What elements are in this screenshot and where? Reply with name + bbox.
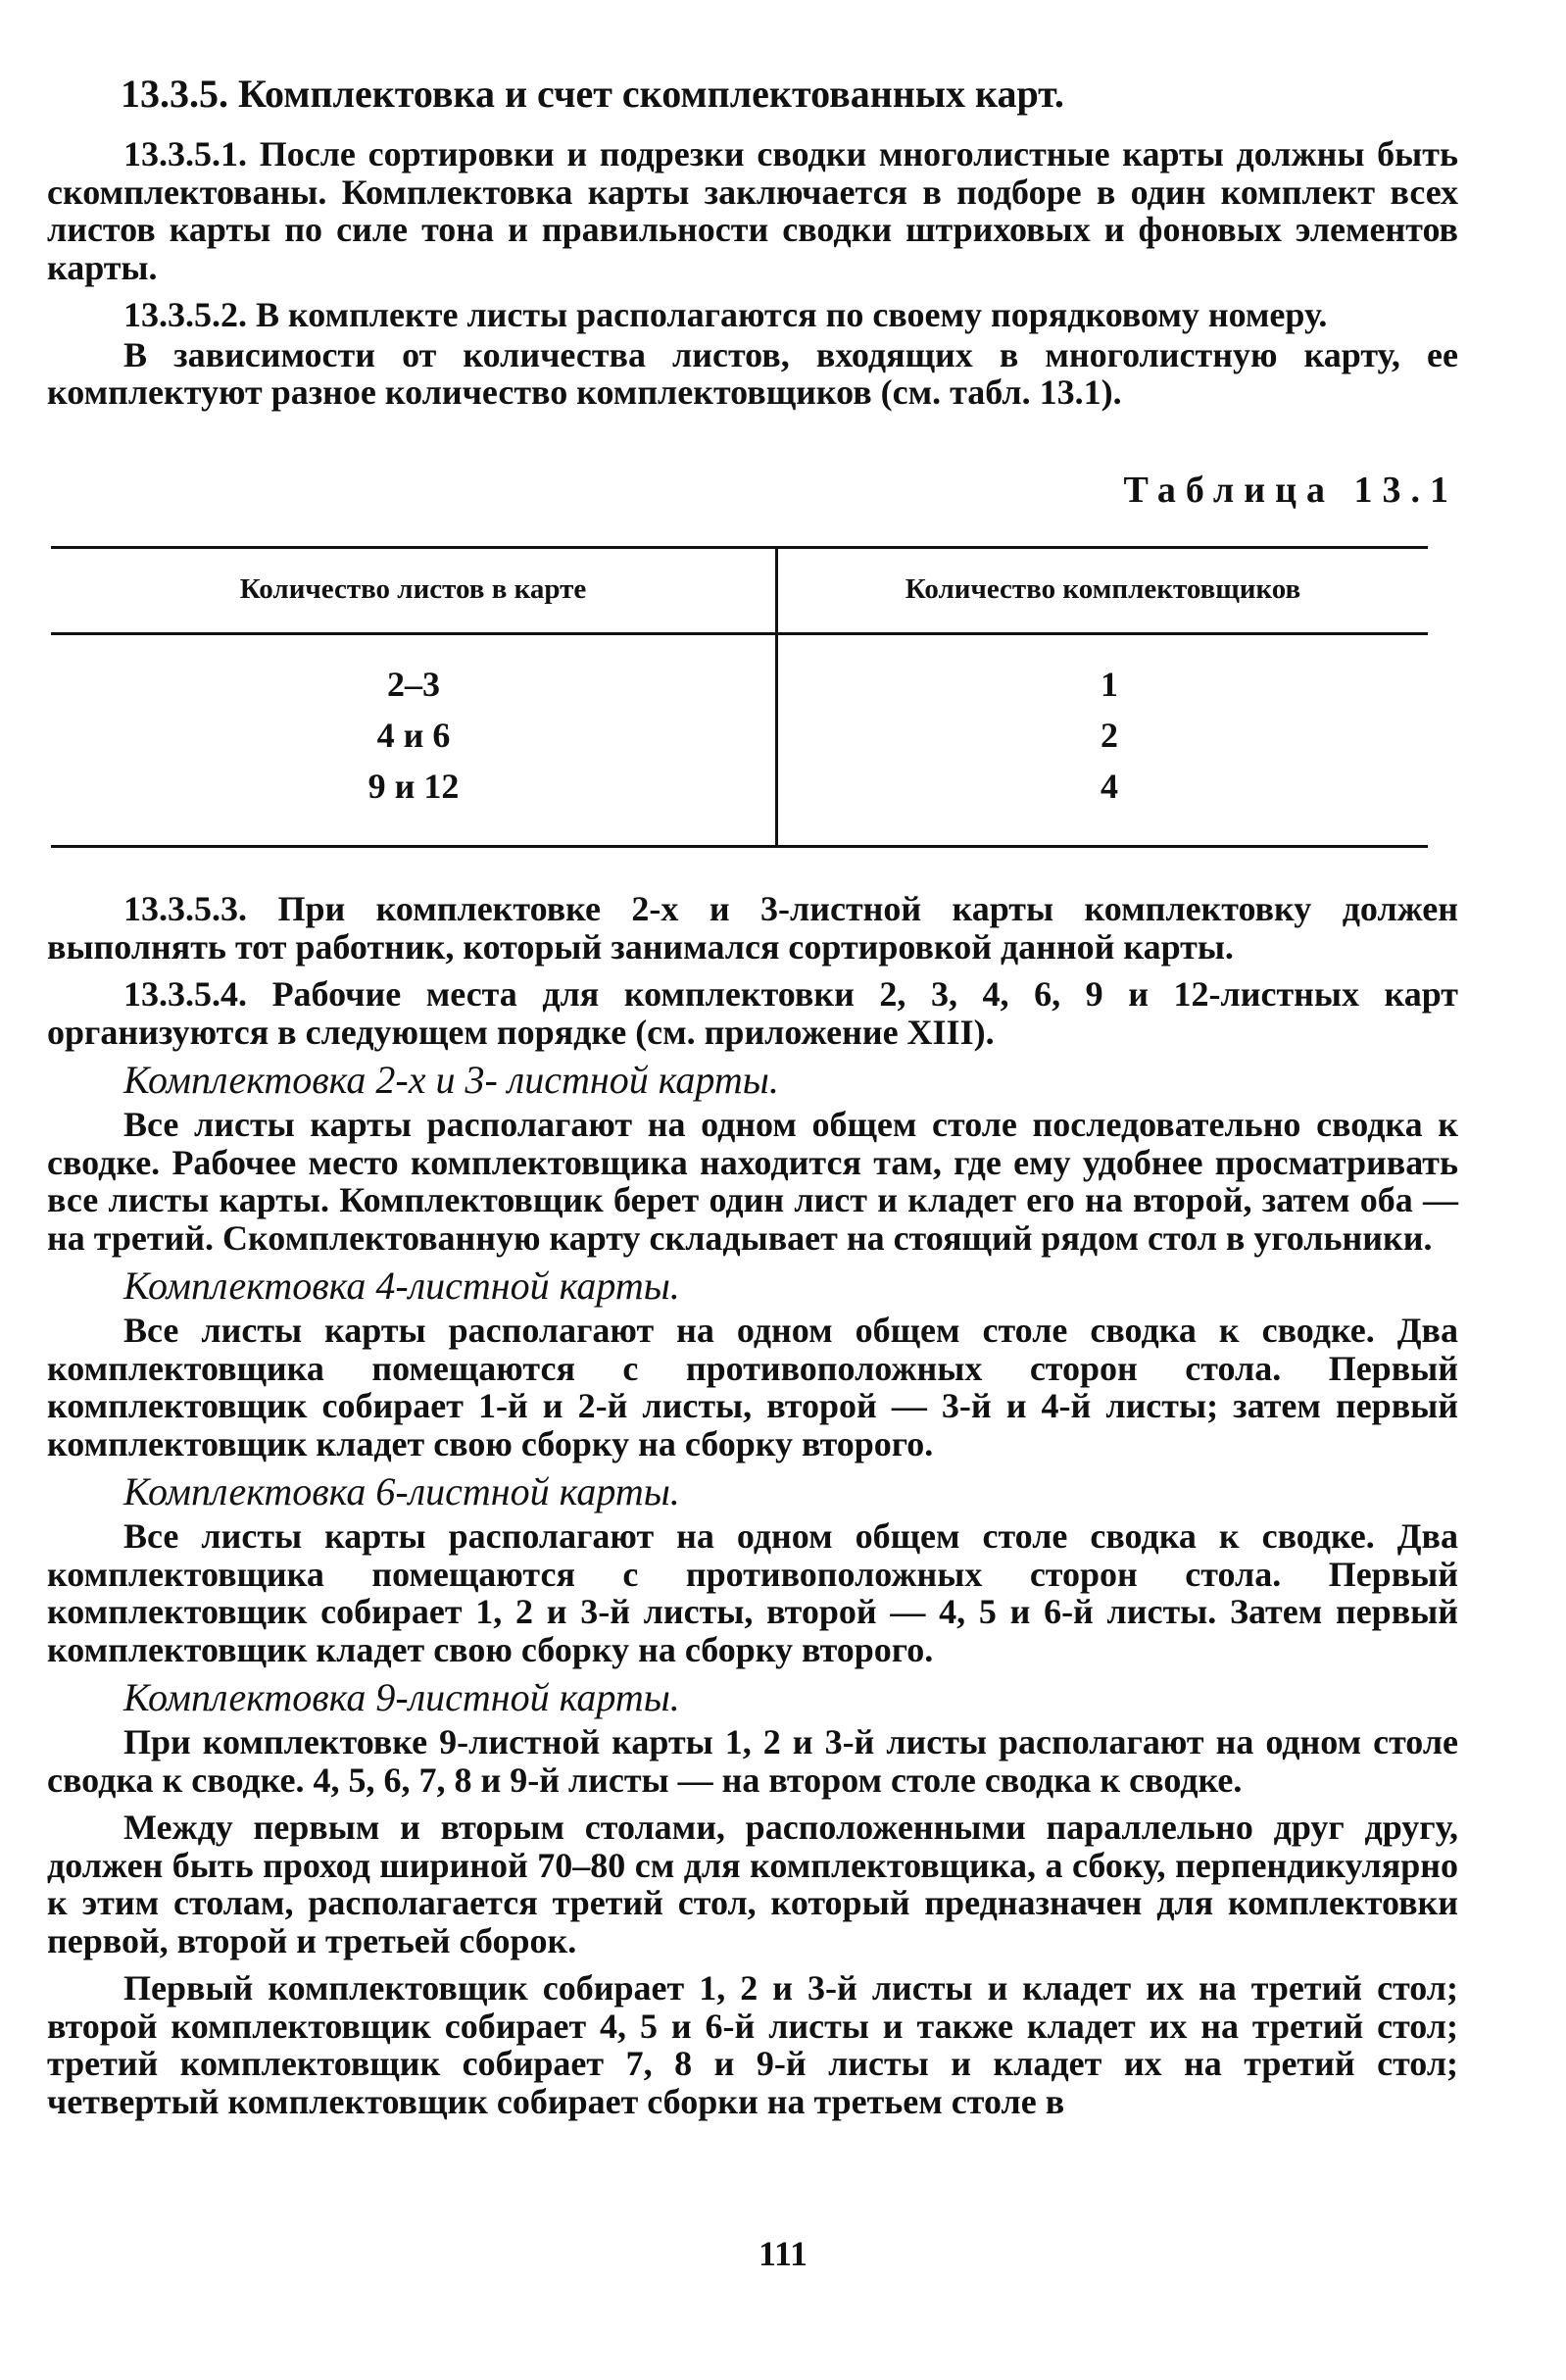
subsection-text: Между первым и вторым столами, расположенными параллельно друг другу, должен быть проход шириной 70–80 см для комплектовщика, а сбоку, перпендикулярно к этим столам, располагается третий стол, который предназначен для комплектовки первой, второй и третьей сборок. (47, 1808, 1458, 1960)
table-header-sheets: Количество листов в карте (239, 573, 587, 605)
table-header-rule (51, 632, 1428, 635)
table-header-workers: Количество комплектовщиков (905, 573, 1301, 605)
paragraph-13-3-5-4: 13.3.5.4. Рабочие места для комплектовки 2, 3, 4, 6, 9 и 12-листных карт организуются в следующем порядке (см. приложение XIII). (47, 974, 1458, 1052)
table-13-1 (51, 546, 1428, 850)
page-number: 111 (758, 2234, 808, 2273)
paragraph-13-3-5-2: 13.3.5.2. В комплекте листы располагаются по своему порядковому номеру. (123, 295, 1328, 334)
table-bottom-rule (51, 845, 1428, 848)
intro-block (47, 135, 1458, 412)
paragraph-table-reference: В зависимости от количества листов, входящих в многолистную карту, ее комплектуют разное количество комплектовщиков (см. табл. 13.1). (47, 334, 1458, 412)
table-cell-workers: 1 (1101, 665, 1118, 704)
subsection-title: Комплектовка 2-х и 3- листной карты. (123, 1058, 779, 1102)
table-cell-workers: 2 (1101, 716, 1118, 755)
section-heading: 13.3.5. Комплектовка и счет скомплектованных карт. (121, 72, 1064, 116)
table-caption: Таблица 13.1 (1123, 470, 1458, 511)
subsection-text: Все листы карты располагают на одном общем столе сводка к сводке. Два комплектовщика помещаются с противоположных сторон стола. Первый комплектовщик собирает 1, 2 и 3-й листы, второй — 4, 5 и 6-й листы. Затем первый комплектовщик кладет свою сборку на сборку второго. (47, 1516, 1458, 1669)
table-cell-sheets: 4 и 6 (376, 716, 451, 755)
subsection-title: Комплектовка 6-листной карты. (123, 1469, 680, 1513)
paragraph-13-3-5-3: 13.3.5.3. При комплектовке 2-х и 3-листной карты комплектовку должен выполнять тот работник, который занимался сортировкой данной карты. (47, 889, 1458, 967)
table-top-rule (51, 546, 1428, 549)
paragraph-13-3-5-1: 13.3.5.1. После сортировки и подрезки сводки многолистные карты должны быть скомплектованы. Комплектовка карты заключается в подборе в один комплект всех листов карты по силе тона и правильности сводки штриховых и фоновых элементов карты. (47, 134, 1458, 287)
table-cell-sheets: 2–3 (387, 665, 440, 704)
table-cell-sheets: 9 и 12 (367, 767, 460, 806)
subsection-text: Первый комплектовщик собирает 1, 2 и 3-й листы и кладет их на третий стол; второй комплектовщик собирает 4, 5 и 6-й листы и также кладет их на третий стол; третий комплектовщик собирает 7, 8 и 9-й листы и кладет их на третий стол; четвертый комплектовщик собирает сборки на третьем столе в (47, 1968, 1458, 2121)
table-cell-workers: 4 (1101, 767, 1118, 806)
subsection-title: Комплектовка 9-листной карты. (123, 1675, 680, 1719)
subsection-text: Все листы карты располагают на одном общем столе последовательно сводка к сводке. Рабочее место комплектовщика находится там, где ему удобнее просматривать все листы карты. Комплектовщик берет один лист и кладет его на второй, затем оба — на третий. Скомплектованную карту складывает на стоящий рядом стол в угольники. (47, 1105, 1458, 1258)
subsection-text: Все листы карты располагают на одном общем столе сводка к сводке. Два комплектовщика помещаются с противоположных сторон стола. Первый комплектовщик собирает 1-й и 2-й листы, второй — 3-й и 4-й листы; затем первый комплектовщик кладет свою сборку на сборку второго. (47, 1311, 1458, 1463)
subsection-text: При комплектовке 9-листной карты 1, 2 и 3-й листы располагают на одном столе сводка к сводке. 4, 5, 6, 7, 8 и 9-й листы — на втором столе сводка к сводке. (47, 1722, 1458, 1800)
main-block (47, 890, 1458, 2120)
subsection-title: Комплектовка 4-листной карты. (123, 1264, 680, 1308)
